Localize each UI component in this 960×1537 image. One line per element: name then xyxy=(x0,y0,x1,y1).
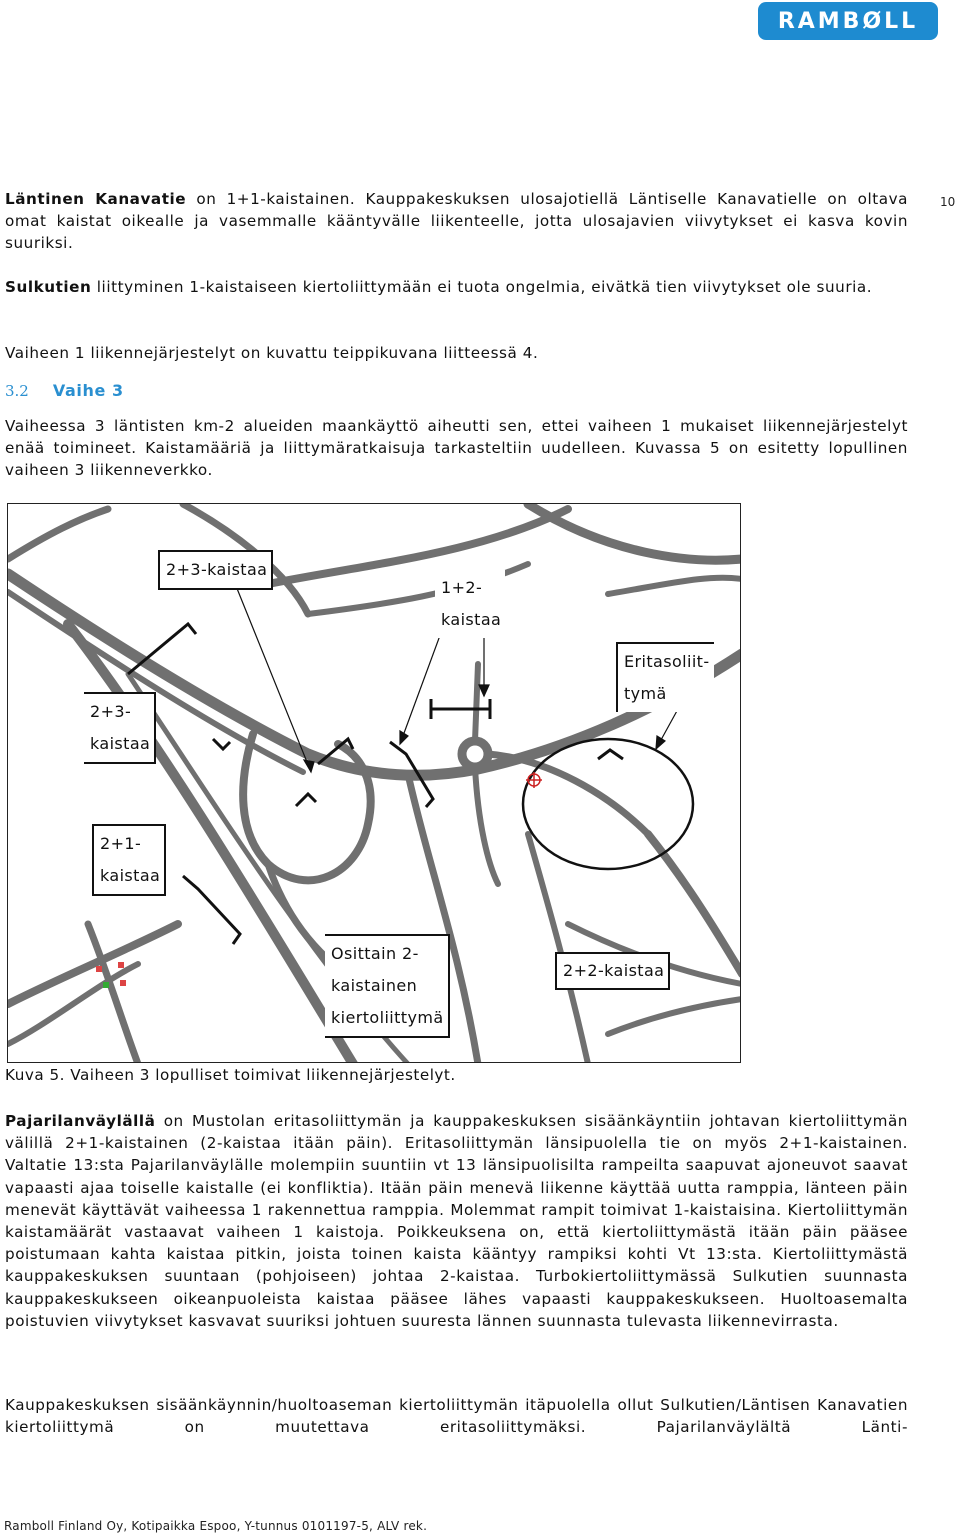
label-eritasoliittyma: Eritasoliit- tymä xyxy=(616,642,714,712)
label-2-3-kaistaa-left: 2+3- kaistaa xyxy=(84,692,156,764)
figure-traffic-map xyxy=(7,503,741,1063)
lead-term: Pajarilanväylällä xyxy=(5,1112,156,1130)
paragraph-pajarilanvayla xyxy=(5,1110,908,1332)
paragraph-kauppakeskuksen: Kauppakeskuksen sisäänkäynnin/huoltoaseman kiertoliittymän itäpuolella ollut Sulkutien/Läntisen Kanavatien kiertoliittymä on muutettava eritasoliittymäksi. Pajarilanväylältä Länti- xyxy=(5,1396,908,1437)
section-number: 3.2 xyxy=(5,382,29,400)
location-marker-icon xyxy=(526,772,542,788)
paragraph-text: on 1+1-kaistainen. Kauppakeskuksen ulosajotiellä Läntiselle Kanavatielle on oltava omat kaistat oikealle ja vasemmalle kääntyvälle liikenteelle, jotta ulosajavien viivytykset ei kasva kovin suuriksi. xyxy=(5,190,909,253)
ramboll-logo xyxy=(758,2,938,40)
page-footer: Ramboll Finland Oy, Kotipaikka Espoo, Y-tunnus 0101197-5, ALV rek. xyxy=(4,1519,428,1533)
paragraph-text: liittyminen 1-kaistaiseen kiertoliittymään ei tuota ongelmia, eivätkä tien viivytykset ole suuria. xyxy=(91,278,873,296)
figure-caption: Kuva 5. Vaiheen 3 lopulliset toimivat liikennejärjestelyt. xyxy=(5,1066,456,1084)
paragraph-sulkutien xyxy=(5,276,908,298)
label-2-2-kaistaa: 2+2-kaistaa xyxy=(555,952,670,990)
logo-text: RAMBØLL xyxy=(777,9,919,34)
page-number: 10 xyxy=(940,195,956,209)
paragraph-vaiheessa-3: Vaiheessa 3 läntisten km-2 alueiden maankäyttö aiheutti sen, ettei vaiheen 1 mukaiset liikennejärjestelyt enää toimineet. Kaistamääriä ja liittymäratkaisuja tarkasteltiin uudelleen. Kuvassa 5 on esitetty lopullinen vaiheen 3 liikenneverkko. xyxy=(5,417,908,480)
lead-term: Sulkutien xyxy=(5,278,92,296)
label-2-1-kaistaa: 2+1- kaistaa xyxy=(92,824,166,896)
paragraph-lantinen-kanavatie xyxy=(5,188,908,255)
paragraph-vaiheen-1: Vaiheen 1 liikennejärjestelyt on kuvattu teippikuvana liitteessä 4. xyxy=(5,344,539,362)
section-heading xyxy=(5,381,124,400)
lead-term: Läntinen Kanavatie xyxy=(5,190,187,208)
paragraph-text: on Mustolan eritasoliittymän ja kauppakeskuksen sisäänkäyntiin johtavan kiertoliittymän välillä 2+1-kaistainen (2-kaistaa itään päin). Eritasoliittymän länsipuolella tie on myös 2+1-kaistainen. Valtatie 13:sta Pajarilanväylälle molempiin suuntiin vt 13 länsipuolisilta rampeilta saapuvat ajoneuvot saavat vapaasti ajaa toiselle kaistalle (ei konfliktia). Itään päin menevä liikenne käyttää uutta ramppia, länteen päin menevät käyttävät vaiheessa 1 rakennettua ramppia. Molemmat rampit toimivat 1-kaistaisina. Kiertoliittymän kaistamäärät vastaavat vaiheen 1 kaistoja. Poikkeuksena on, että kiertoliittymästä itään päin pääsee poistumaan kahta kaistaa pitkin, joista toinen kaista kääntyy rampiksi kohti Vt 13:sta. Kiertoliittymästä kauppakeskuksen suuntaan (pohjoiseen) johtaa 2-kaistaa. Turbokiertoliittymässä Sulkutien suunnasta kauppakeskukseen oikeanpuoleista kaistaa pääsee lähes vapaasti kauppakeskukseen. Huoltoasemalta poistuvien viivytykset kasvavat suuriksi johtuen suuresta lännen suunnasta tulevasta liikennevirrasta. xyxy=(5,1112,908,1330)
label-osittain-2-kaistainen: Osittain 2- kaistainen kiertoliittymä xyxy=(325,934,450,1038)
section-title: Vaihe 3 xyxy=(52,381,124,400)
label-2-3-kaistaa-top: 2+3-kaistaa xyxy=(158,550,273,590)
label-1-2-kaistaa: 1+2- kaistaa xyxy=(435,570,505,638)
